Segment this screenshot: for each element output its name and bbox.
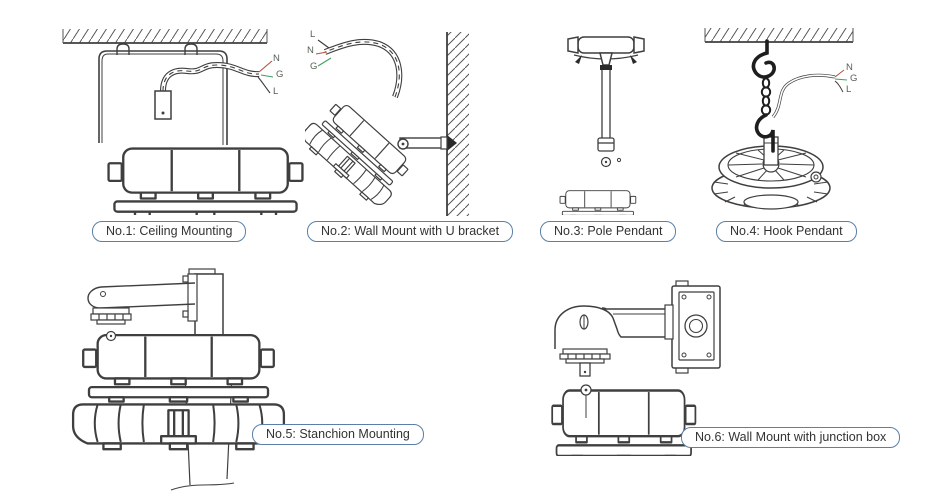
gooseneck-arm	[555, 305, 673, 349]
wire-label-l: L	[310, 29, 316, 40]
junction-box	[672, 281, 720, 373]
wire-label-g: G	[850, 73, 858, 84]
hanging-hardware	[753, 41, 774, 151]
mounting-flange	[183, 274, 197, 321]
wire-label-l: L	[846, 84, 852, 95]
wire-g-leader	[261, 75, 273, 77]
wire-g-leader	[318, 58, 331, 66]
panel-no3-pole-pendant	[538, 25, 673, 215]
panel-no1-ceiling-mounting	[55, 25, 305, 215]
wire-label-n: N	[273, 53, 281, 64]
dome-rings	[560, 349, 610, 363]
panel-no5-stanchion-mounting	[55, 263, 440, 496]
caption-no3: No.3: Pole Pendant	[540, 221, 676, 242]
hook-pendant-drawing	[695, 25, 863, 215]
wire-label-n: N	[307, 45, 315, 56]
caption-no5: No.5: Stanchion Mounting	[252, 424, 424, 445]
wire-label-l: L	[273, 86, 279, 97]
pendant-pole	[598, 70, 614, 151]
fixture-tilted	[305, 95, 417, 210]
pole-collar	[600, 65, 612, 70]
panel-no4-hook-pendant	[695, 25, 863, 215]
wire-n-leader	[259, 61, 272, 72]
fixture-stem	[155, 91, 171, 119]
fixture-side-view	[98, 149, 305, 215]
wire-n-leader	[835, 70, 844, 77]
ceiling-hatch	[63, 29, 267, 43]
caption-no6: No.6: Wall Mount with junction box	[681, 427, 900, 448]
fixture-side-view	[545, 391, 703, 456]
stanchion-arm	[88, 283, 195, 308]
power-cable	[325, 42, 399, 97]
wire-l-leader	[318, 40, 329, 48]
power-cable	[773, 75, 835, 117]
ceiling-hatch	[705, 28, 853, 42]
caption-no4: No.4: Hook Pendant	[716, 221, 857, 242]
wire-g-leader	[835, 79, 847, 80]
wire-n-leader	[316, 52, 327, 54]
caption-no2: No.2: Wall Mount with U bracket	[307, 221, 513, 242]
wire-label-g: G	[310, 61, 318, 72]
wire-label-g: G	[276, 69, 284, 80]
power-cable	[163, 65, 259, 91]
wire-l-leader	[835, 81, 843, 92]
ceiling-clips	[117, 44, 197, 55]
pole-pendant-drawing	[538, 25, 673, 215]
stanchion-mounting-drawing	[55, 263, 440, 496]
caption-no1: No.1: Ceiling Mounting	[92, 221, 246, 242]
wall-mount-u-bracket-drawing	[305, 18, 495, 223]
wall-hatch	[447, 32, 469, 216]
fixture-stem	[580, 363, 590, 376]
wire-label-n: N	[846, 62, 854, 73]
fixture-top-view	[712, 137, 830, 209]
arm-collar	[91, 308, 131, 324]
ceiling-mounting-drawing	[55, 25, 305, 215]
wire-l-leader	[258, 77, 270, 93]
panel-no2-wall-mount-u-bracket	[305, 18, 495, 223]
fixture-side-view	[556, 191, 640, 215]
